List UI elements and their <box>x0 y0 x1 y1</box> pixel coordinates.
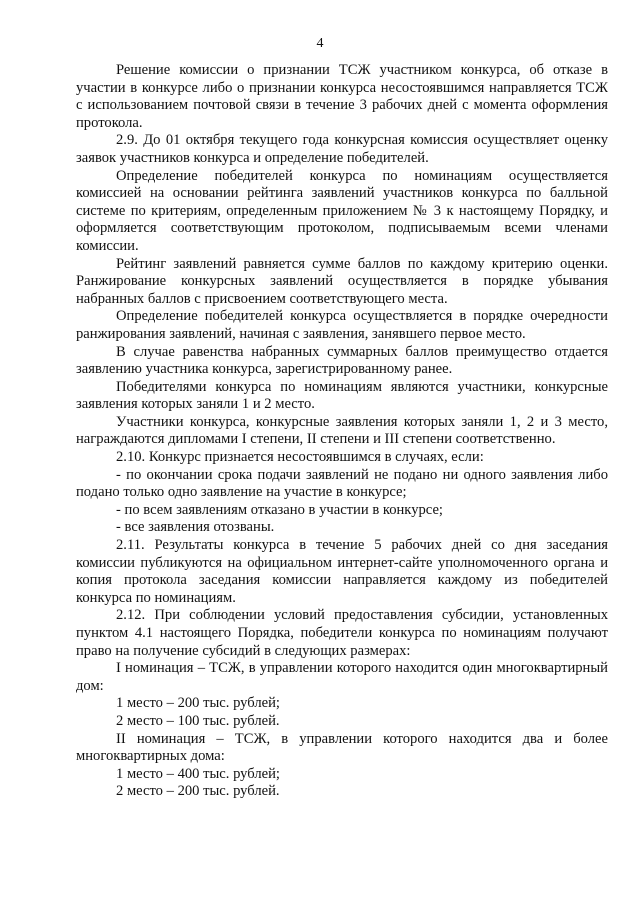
document-body <box>76 62 608 801</box>
list-item: 2 место – 100 тыс. рублей. <box>116 712 280 729</box>
paragraph: Рейтинг заявлений равняется сумме баллов по каждому критерию оценки. Ранжирование конкурсных заявлений осуществляется в порядке убывания набранных баллов с присвоением соответствующего места. <box>76 255 608 307</box>
paragraph: I номинация – ТСЖ, в управлении которого находится один многоквартирный дом: <box>76 660 608 694</box>
list-item: 1 место – 200 тыс. рублей; <box>116 695 280 712</box>
list-item: 2 место – 200 тыс. рублей. <box>116 783 280 800</box>
paragraph: 2.10. Конкурс признается несостоявшимся в случаях, если: <box>116 449 484 466</box>
paragraph: Участники конкурса, конкурсные заявления которых заняли 1, 2 и 3 место, награждаются дипломами I степени, II степени и III степени соответственно. <box>76 413 608 448</box>
paragraph: Победителями конкурса по номинациям являются участники, конкурсные заявления которых заняли 1 и 2 место. <box>76 378 608 413</box>
paragraph: Определение победителей конкурса по номинациям осуществляется комиссией на основании рейтинга заявлений участников конкурса по балльной системе по критериям, определенным приложением № 3 к настоящему Порядку, и оформляется соответствующим протоколом, подписываемым всеми членами комиссии. <box>76 167 608 254</box>
paragraph: В случае равенства набранных суммарных баллов преимущество отдается заявлению участника конкурса, зарегистрированному ранее. <box>76 343 608 378</box>
list-item: 1 место – 400 тыс. рублей; <box>116 765 280 782</box>
list-item: - по окончании срока подачи заявлений не подано ни одного заявления либо подано только одно заявление на участие в конкурсе; <box>76 466 608 501</box>
page-number: 4 <box>316 36 324 51</box>
paragraph: 2.9. До 01 октября текущего года конкурсная комиссия осуществляет оценку заявок участников конкурса и определение победителей. <box>76 132 608 166</box>
list-item: - по всем заявлениям отказано в участии в конкурсе; <box>116 501 443 518</box>
paragraph: Определение победителей конкурса осуществляется в порядке очередности ранжирования заявлений, начиная с заявления, занявшего первое место. <box>76 308 608 342</box>
paragraph: II номинация – ТСЖ, в управлении которого находится два и более многоквартирных дома: <box>76 730 608 765</box>
list-item: - все заявления отозваны. <box>116 519 275 536</box>
paragraph: 2.12. При соблюдении условий предоставления субсидии, установленных пунктом 4.1 настоящего Порядка, победители конкурса по номинациям получают право на получение субсидий в следующих размерах: <box>76 607 608 659</box>
paragraph: 2.11. Результаты конкурса в течение 5 рабочих дней со дня заседания комиссии публикуются на официальном интернет-сайте уполномоченного органа и копия протокола заседания комиссии направляется каждому из победителей конкурса по номинациям. <box>76 537 608 606</box>
paragraph: Решение комиссии о признании ТСЖ участником конкурса, об отказе в участии в конкурсе либо о признании конкурса несостоявшимся направляется ТСЖ с использованием почтовой связи в течение 3 рабочих дней с момента оформления протокола. <box>76 62 608 131</box>
